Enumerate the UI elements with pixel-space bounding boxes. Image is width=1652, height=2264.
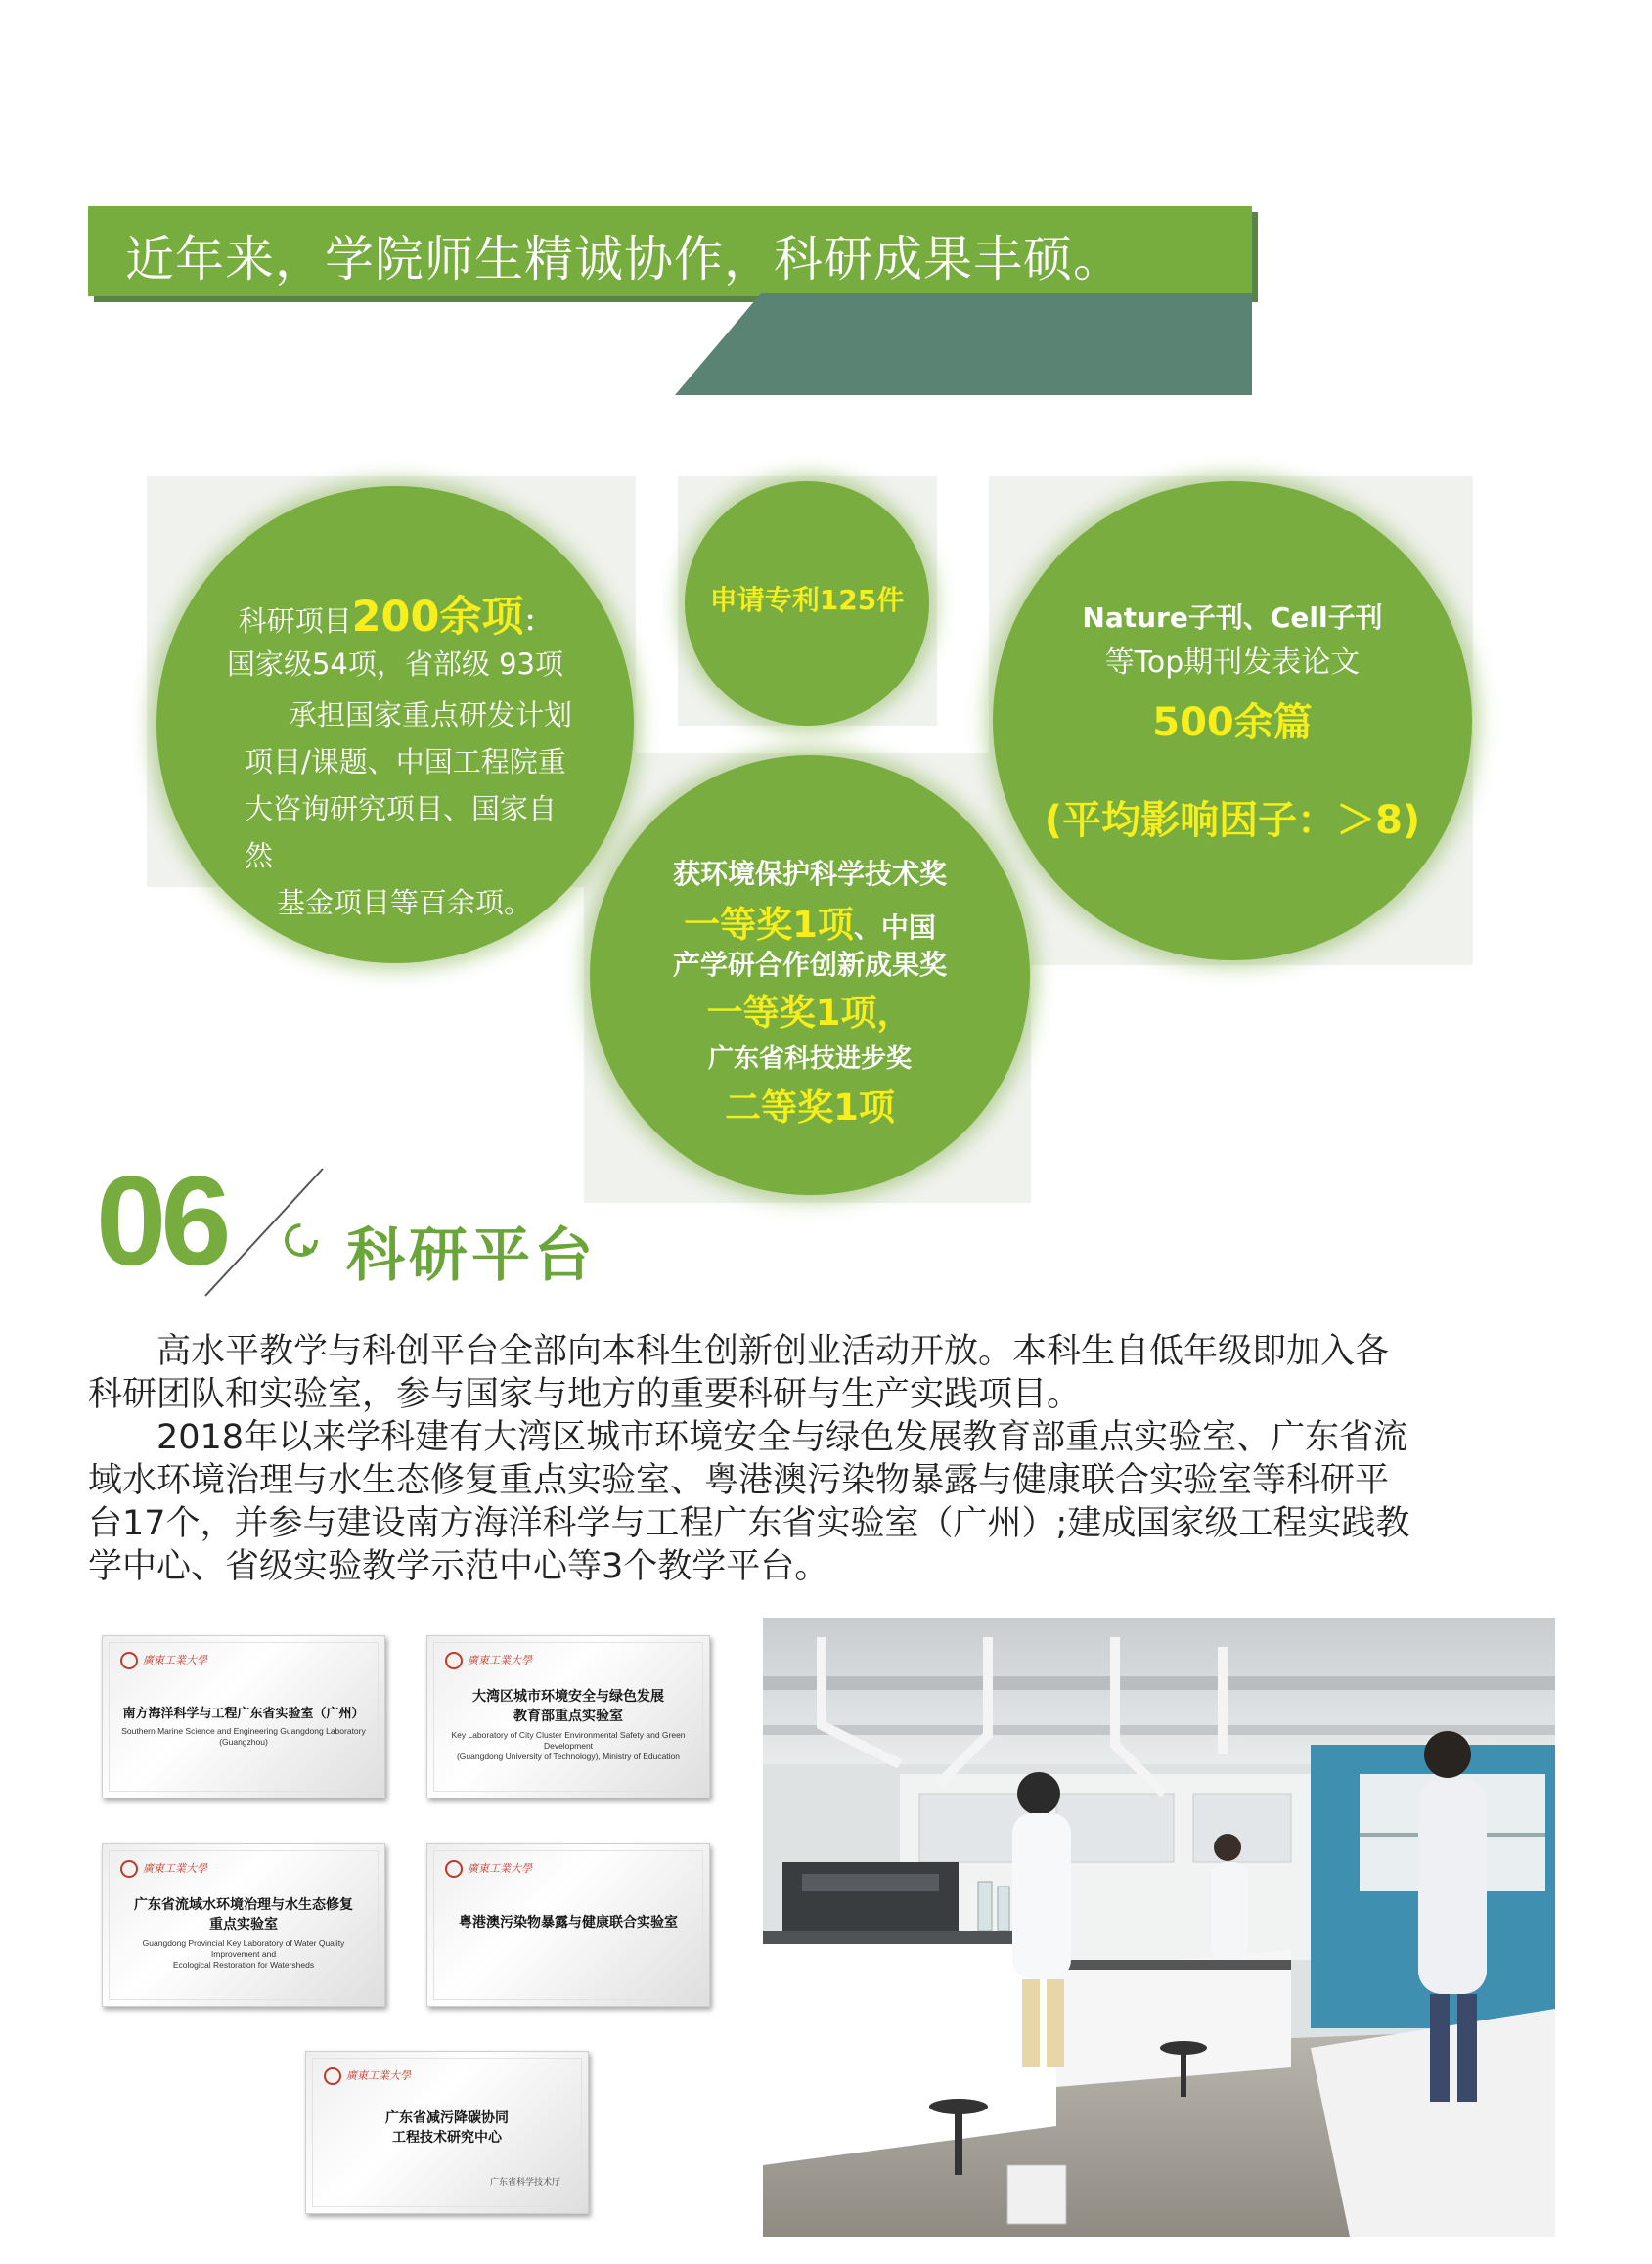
plaque-title (437, 1687, 699, 1726)
banner-arrow-tail (675, 293, 1252, 395)
plaque-marine-lab (102, 1635, 385, 1798)
projects-line2: 国家级54项，省部级 93项 (226, 647, 564, 681)
plaque-footer: 广东省科学技术厅 (489, 2178, 560, 2188)
projects-line1 (156, 584, 634, 644)
plaque-english-line: Key Laboratory of City Cluster Environmental Safety and Green Development (451, 1730, 686, 1751)
papers-line1: Nature子刊、Cell子刊 (1082, 601, 1383, 634)
projects-colon: ： (523, 604, 553, 638)
awards-line5: 广东省科技进步奖 (707, 1044, 912, 1074)
paragraph-line: 台17个，并参与建设南方海洋科学与工程广东省实验室（广州）;建成国家级工程实践教 (88, 1504, 1410, 1543)
plaque-title-line: 大湾区城市环境安全与绿色发展 (472, 1689, 664, 1705)
laboratory-photo (763, 1618, 1555, 2237)
section-title: 科研平台 (346, 1221, 597, 1290)
paragraph-platforms (88, 1416, 1565, 1588)
papers-count: 500余篇 (1152, 700, 1313, 745)
awards-line3: 产学研合作创新成果奖 (672, 949, 947, 981)
awards-line2-suffix: 、中国 (853, 911, 936, 944)
paragraph-line: 2018年以来学科建有大湾区城市环境安全与绿色发展教育部重点实验室、广东省流 (88, 1418, 1408, 1457)
headline-text: 近年来，学院师生精诚协作，科研成果丰硕。 (125, 231, 1123, 288)
plaque-english-line: (Guangdong University of Technology), Ministry of Education (456, 1752, 681, 1761)
plaque-watershed-lab (102, 1843, 385, 2007)
awards-line2 (590, 895, 1030, 948)
plaque-title (112, 1895, 375, 1934)
awards-line6: 二等奖1项 (725, 1087, 895, 1129)
projects-body-line: 承担国家重点研发计划 (289, 698, 573, 732)
patents-text: 申请专利125件 (709, 584, 905, 616)
plaque-english-line: Ecological Restoration for Watersheds (172, 1960, 315, 1970)
paragraph-line: 学中心、省级实验教学示范中心等3个教学平台。 (88, 1547, 829, 1586)
plaque-bay-area-lab (426, 1635, 710, 1798)
refresh-icon (282, 1221, 321, 1260)
paragraph-line: 高水平教学与科创平台全部向本科生创新创业活动开放。本科生自低年级即加入各 (88, 1332, 1390, 1371)
papers-impact: (平均影响因子：＞8) (1044, 798, 1421, 843)
headline-banner (88, 206, 1252, 296)
plaque-title-line: 广东省减污降碳协同 (385, 2110, 509, 2126)
projects-body-line: 大咨询研究项目、国家自然 (245, 792, 558, 872)
plaque-title (316, 2109, 578, 2148)
plaque-english: Southern Marine Science and Engineering Guangdong Laboratory (Guangzhou) (121, 1726, 366, 1747)
stat-circle-patents (685, 481, 929, 726)
plaque-gba-health-lab (426, 1843, 710, 2007)
plaque-english-line: Guangdong Provincial Key Laboratory of Water Quality Improvement and (142, 1938, 345, 1959)
paragraph-intro (88, 1330, 1565, 1416)
plaque-title: 南方海洋科学与工程广东省实验室（广州） (122, 1707, 365, 1721)
plaque-english (445, 1730, 692, 1762)
plaque-title: 粤港澳污染物暴露与健康联合实验室 (459, 1915, 678, 1931)
university-logo: 廣東工業大學 (445, 1652, 532, 1669)
stat-circle-papers (993, 481, 1472, 960)
plaque-title-line: 工程技术研究中心 (392, 2130, 502, 2146)
paragraph-line: 科研团队和实验室，参与国家与地方的重要科研与生产实践项目。 (88, 1375, 1082, 1414)
section-number: 06 (96, 1149, 226, 1292)
stat-circle-projects (156, 486, 634, 963)
awards-line4: 一等奖1项， (706, 992, 914, 1034)
projects-body-line: 基金项目等百余项。 (277, 886, 533, 919)
awards-first-prize: 一等奖1项 (684, 904, 854, 946)
projects-count: 200余项 (351, 593, 524, 642)
plaque-title-line: 教育部重点实验室 (513, 1709, 623, 1724)
university-logo: 廣東工業大學 (120, 1860, 207, 1878)
plaque-english (120, 1938, 367, 1971)
university-logo: 廣東工業大學 (445, 1860, 532, 1878)
university-logo: 廣東工業大學 (120, 1652, 207, 1669)
awards-line1: 获环境保护科学技术奖 (672, 858, 947, 890)
plaque-title-line: 广东省流域水环境治理与水生态修复 (134, 1897, 353, 1913)
stat-circle-awards (590, 755, 1030, 1195)
projects-label: 科研项目 (238, 604, 352, 638)
paragraph-line: 域水环境治理与水生态修复重点实验室、粤港澳污染物暴露与健康联合实验室等科研平 (88, 1461, 1390, 1500)
projects-body-line: 项目/课题、中国工程院重 (245, 745, 566, 778)
university-logo: 廣東工業大學 (324, 2067, 411, 2085)
plaque-carbon-center (305, 2051, 589, 2214)
projects-body (245, 691, 575, 926)
plaque-title-line: 重点实验室 (209, 1917, 278, 1932)
papers-line2: 等Top期刊发表论文 (1104, 645, 1361, 680)
